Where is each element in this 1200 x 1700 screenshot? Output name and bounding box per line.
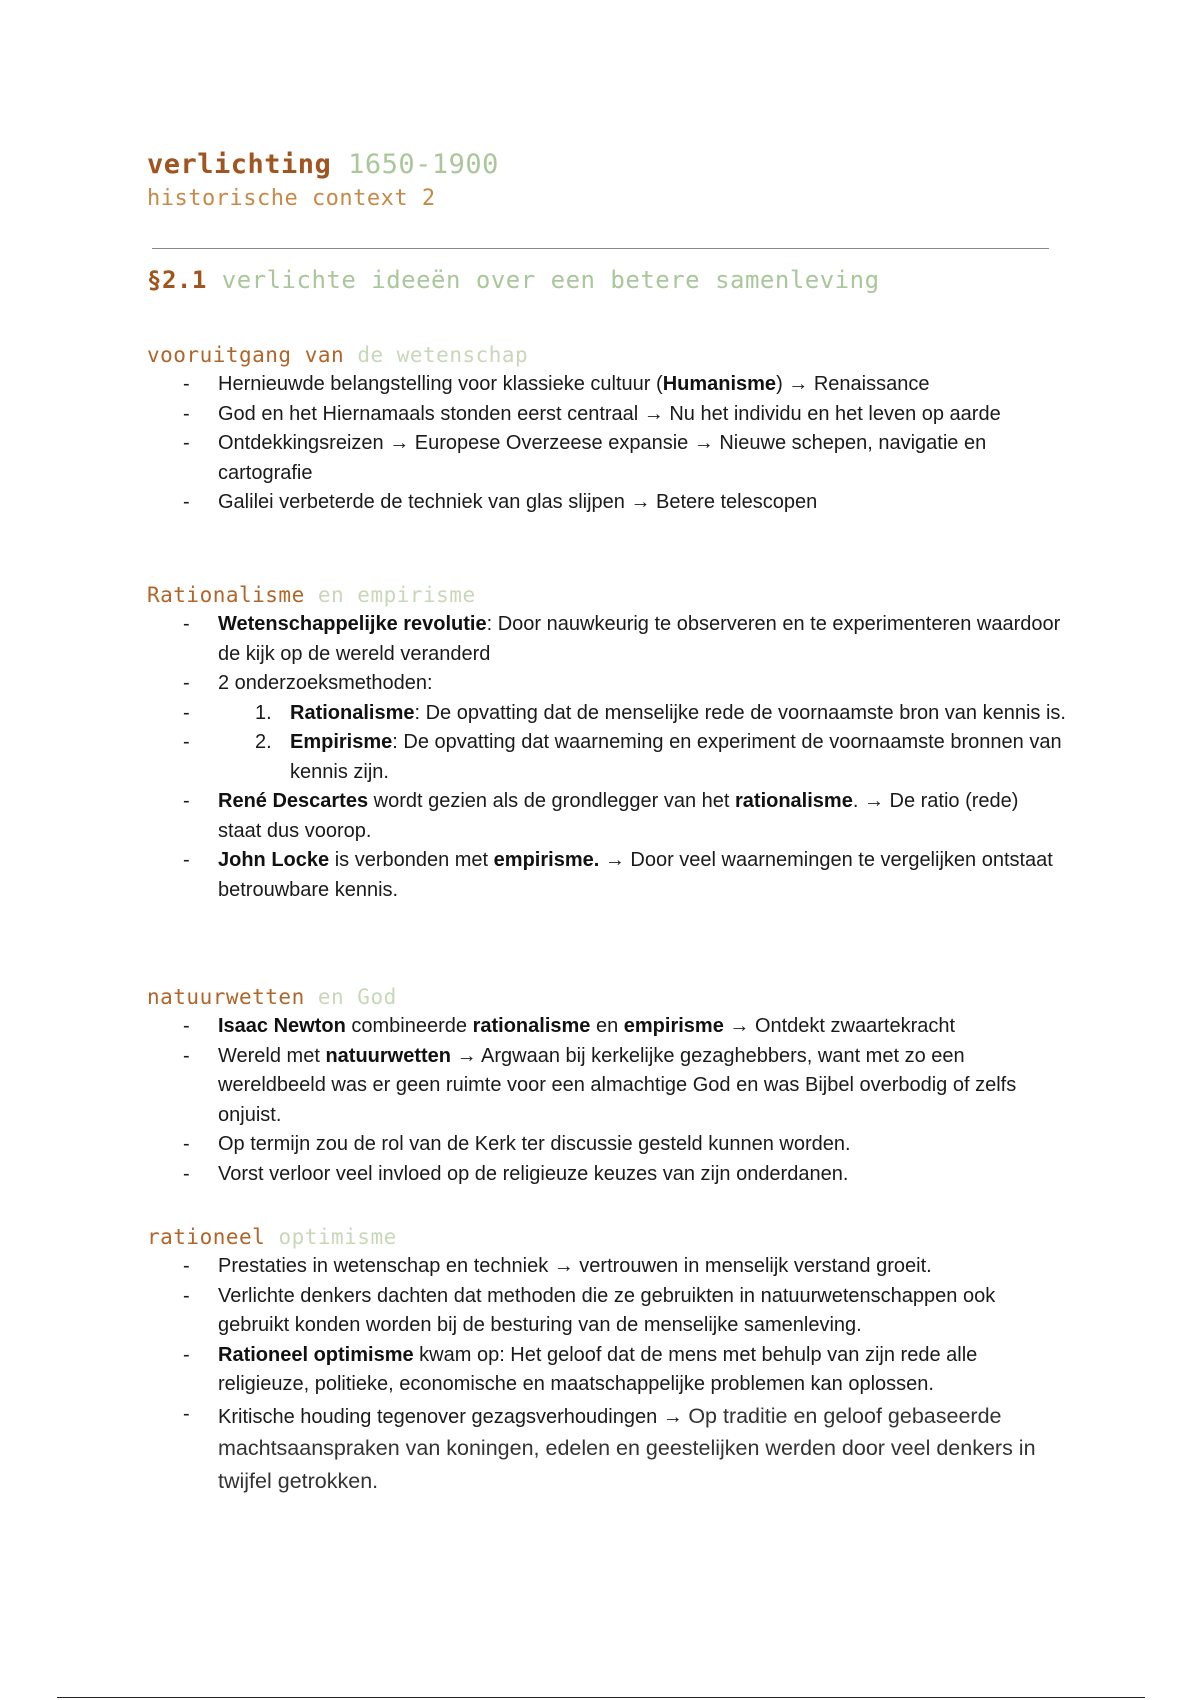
list-item [147,669,1067,787]
bold-text: Rationeel optimisme [218,1343,414,1366]
bold-text: Humanisme [662,373,777,395]
text: Op traditie en geloof gebaseerde machtsaanspraken van koningen, edelen en geestelijken werden door veel denkers in twijfel getrokken. [218,1403,1036,1493]
list-item [147,1042,1067,1131]
text: Kritische houding tegenover gezagsverhoudingen → [218,1405,689,1428]
bullet-list [147,610,1067,905]
item-number: - 1. [255,701,272,724]
bullet-list [147,370,1067,518]
bold-text: empirisme. [493,849,600,871]
list-item: - Prestaties in wetenschap en techniek → vertrouwen in menselijk verstand groeit. [147,1252,1067,1282]
heading-part-b: en empirisme [317,583,476,607]
header-divider [152,248,1049,249]
list-item: - Verlichte denkers dachten dat methoden die ze gebruikten in natuurwetenschappen ook gebruikt konden worden bij de besturing van de menselijke samenleving. [147,1282,1067,1341]
title-text: verlichting [147,149,332,180]
text: → Ontdekt zwaartekracht [723,1015,956,1037]
list-item: - God en het Hiernamaals stonden eerst centraal → Nu het individu en het leven op aarde [147,400,1067,430]
subsection-rationeel-optimisme [147,1222,1067,1497]
list-item [147,787,1067,846]
subsection-natuurwetten [147,982,1067,1189]
list-item [147,370,1067,400]
text: Wereld met [218,1044,326,1067]
subsection-heading [147,580,1067,610]
text: wordt gezien als de grondlegger van het [368,790,735,812]
list-item: - Vorst verloor veel invloed op de religieuze keuzes van zijn onderdanen. [147,1160,1067,1190]
text: : De opvatting dat de menselijke rede de voornaamste bron van kennis is. [414,701,1066,724]
subsection-heading [147,340,1067,370]
text: en [590,1015,624,1037]
text: kwam op: Het geloof dat de mens met behulp van zijn rede alle religieuze, politieke, economische en maatschappelijke problemen kan oplossen. [218,1343,978,1395]
heading-part-b: en God [317,985,397,1009]
list-item: - Op termijn zou de rol van de Kerk ter discussie gesteld kunnen worden. [147,1130,1067,1160]
text: . → De ratio (rede) staat dus voorop. [218,790,1019,842]
subsection-vooruitgang [147,340,1067,518]
heading-part-a: natuurwetten [147,985,305,1009]
bold-text: rationalisme [472,1015,591,1037]
bullet-list [147,1252,1067,1497]
bold-text: Isaac Newton [218,1015,346,1037]
list-item [147,1400,1067,1498]
heading-part-b: optimisme [278,1225,397,1249]
text: is verbonden met [329,849,494,871]
text: ) → Renaissance [776,373,930,395]
list-item: - Ontdekkingsreizen → Europese Overzeese expansie → Nieuwe schepen, navigatie en cartografie [147,429,1067,488]
list-item [147,1341,1067,1400]
title-years: 1650-1900 [348,149,499,180]
bold-text: Empirisme [290,731,393,753]
list-item [147,610,1067,669]
heading-part-b: de wetenschap [357,343,529,367]
bold-text: John Locke [218,849,330,871]
text: 2 onderzoeksmethoden: [218,672,433,694]
numbered-item [147,728,1067,787]
list-item [147,846,1067,905]
bold-text: rationalisme [735,790,853,812]
heading-part-a: vooruitgang van [147,343,345,367]
bold-text: Wetenschappelijke revolutie [218,613,487,635]
bullet-list [147,1012,1067,1189]
bold-text: empirisme [623,1015,724,1037]
text: : Door nauwkeurig te observeren en te experimenteren waardoor de kijk op de wereld veranderd [218,613,1061,665]
heading-part-a: rationeel [147,1225,266,1249]
bold-text: natuurwetten [325,1044,452,1067]
numbered-list [147,699,1067,788]
text: → Door veel waarnemingen te vergelijken ontstaat betrouwbare kennis. [218,849,1053,901]
heading-part-a: Rationalisme [147,583,305,607]
list-item [147,1012,1067,1042]
subsection-rationalisme [147,580,1067,905]
section-heading [147,266,880,294]
page-bottom-divider [57,1697,1145,1698]
text: combineerde [345,1015,473,1037]
bold-text: René Descartes [218,790,369,812]
page-header [147,148,1057,216]
section-number: §2.1 [147,266,207,294]
bold-text: Rationalisme [290,701,415,724]
subsection-heading [147,1222,1067,1252]
section-title: verlichte ideeën over een betere samenleving [221,266,880,294]
numbered-item [147,699,1067,729]
item-number: - 2. [255,731,272,753]
list-item: - Galilei verbeterde de techniek van glas slijpen → Betere telescopen [147,488,1067,518]
text: Hernieuwde belangstelling voor klassieke cultuur ( [218,373,663,395]
subsection-heading [147,982,1067,1012]
document-subtitle: historische context 2 [147,186,436,211]
text: → Argwaan bij kerkelijke gezaghebbers, want met zo een wereldbeeld was er geen ruimte voor een almachtige God en was Bijbel overbodig of zelfs onjuist. [218,1044,1017,1126]
document-title [147,148,1057,182]
text: : De opvatting dat waarneming en experiment de voornaamste bronnen van kennis zijn. [290,731,1062,783]
